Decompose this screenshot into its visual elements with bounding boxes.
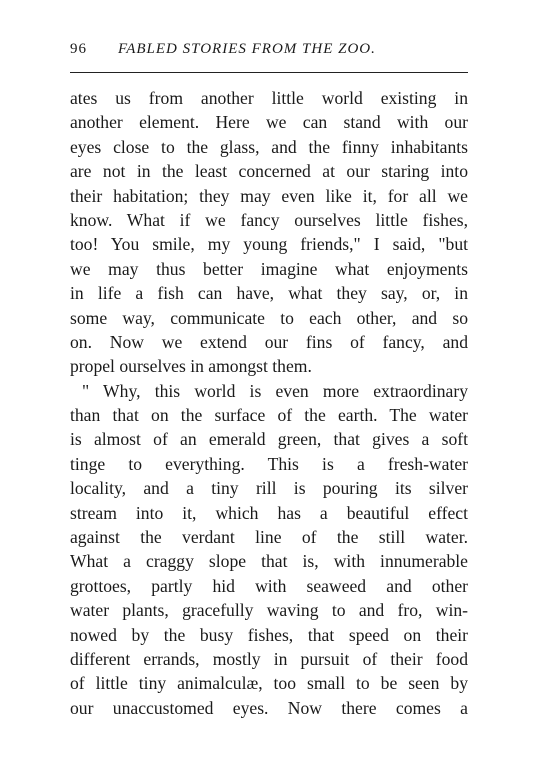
text-line: nowed by the busy fishes, that speed on their (70, 624, 468, 645)
text-line: different errands, mostly in pursuit of their food (70, 648, 468, 669)
text-line: too! You smile, my young friends," I said, "but (70, 234, 468, 255)
text-line: tinge to everything. This is a fresh-water (70, 453, 468, 474)
text-line: another element. Here we can stand with our (70, 112, 468, 133)
text-line: of little tiny animalculæ, too small to be seen by (70, 673, 468, 694)
header-rule (70, 72, 468, 73)
text-line: ates us from another little world existing in (70, 88, 468, 108)
paragraph-2 (70, 379, 468, 720)
text-line: propel ourselves in amongst them. (70, 356, 312, 377)
text-line: their habitation; they may even like it, for all we (70, 185, 468, 206)
text-line: grottoes, partly hid with seaweed and other (70, 575, 468, 596)
text-line: eyes close to the glass, and the finny inhabitants (70, 136, 468, 157)
text-line: know. What if we fancy ourselves little fishes, (70, 209, 468, 230)
text-line: What a craggy slope that is, with innumerable (70, 551, 468, 572)
text-line: stream into it, which has a beautiful effect (70, 502, 468, 523)
text-line: than that on the surface of the earth. The water (70, 405, 468, 426)
running-title: FABLED STORIES FROM THE ZOO. (118, 41, 376, 57)
text-line: water plants, gracefully waving to and fro, win- (70, 600, 468, 621)
text-line: " Why, this world is even more extraordinary (82, 380, 468, 401)
text-line: in life a fish can have, what they say, or, in (70, 283, 468, 304)
text-line: against the verdant line of the still water. (70, 527, 468, 548)
text-line: locality, and a tiny rill is pouring its silver (70, 478, 468, 499)
body-text (70, 86, 468, 720)
text-line: on. Now we extend our fins of fancy, and (70, 331, 468, 352)
text-line: we may thus better imagine what enjoyments (70, 258, 468, 279)
paragraph-1 (70, 86, 468, 379)
text-line: our unaccustomed eyes. Now there comes a (70, 697, 468, 718)
text-line: some way, communicate to each other, and so (70, 307, 468, 328)
running-head (70, 38, 470, 60)
text-line: is almost of an emerald green, that gives a soft (70, 429, 468, 450)
text-line: are not in the least concerned at our staring into (70, 161, 468, 182)
page-number: 96 (70, 41, 87, 57)
